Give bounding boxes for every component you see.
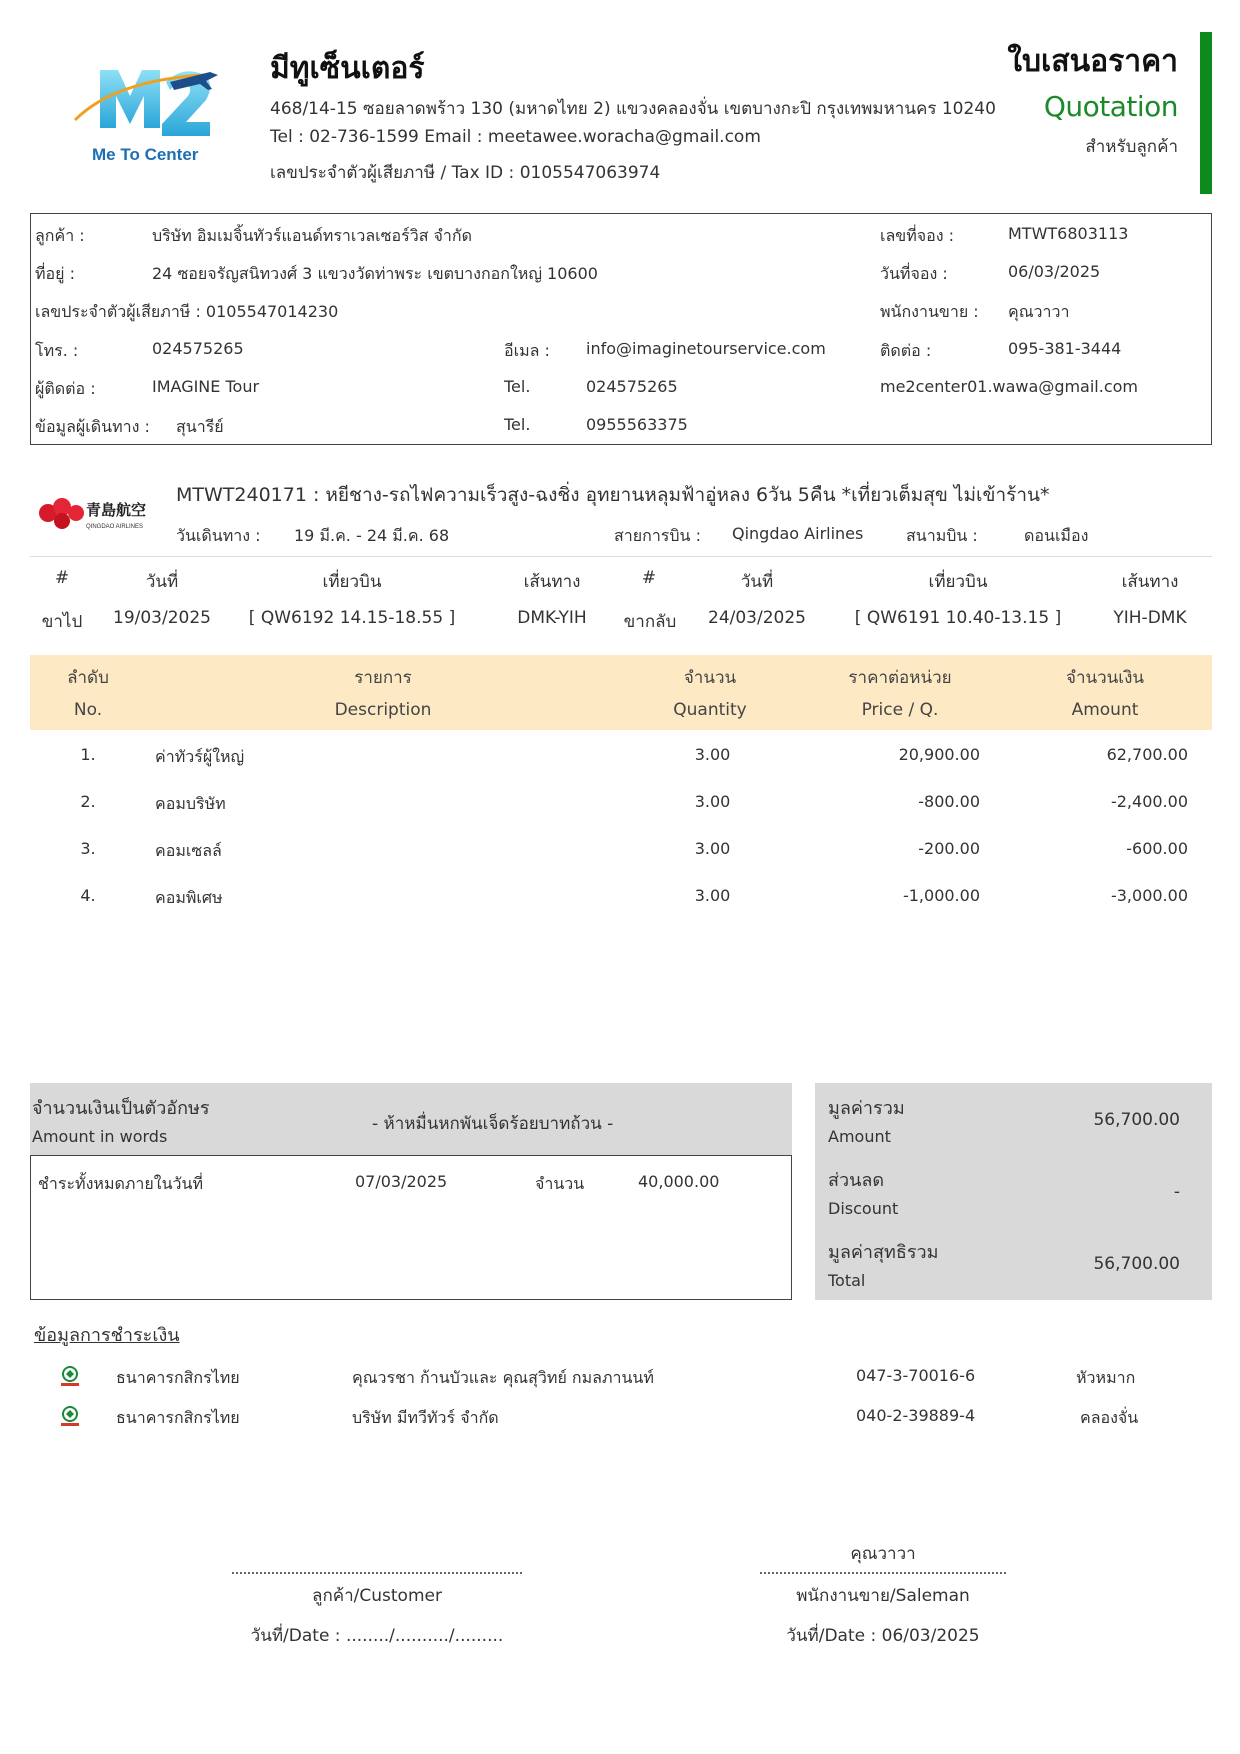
customer-address-label: ที่อยู่ : xyxy=(35,264,76,283)
flight-return-route: YIH-DMK xyxy=(1113,608,1187,628)
traveler-tel: 0955563375 xyxy=(586,415,688,434)
amount-in-words-label-th: จำนวนเงินเป็นตัวอักษร xyxy=(32,1098,210,1119)
booking-no-label: เลขที่จอง : xyxy=(880,226,955,245)
airline-logo xyxy=(36,495,161,533)
item-price: -1,000.00 xyxy=(902,886,980,905)
flight-outbound-route: DMK-YIH xyxy=(517,608,587,628)
item-amount: -3,000.00 xyxy=(1110,886,1188,905)
traveler-label: ข้อมูลผู้เดินทาง : xyxy=(35,417,150,436)
flight-outbound-date: 19/03/2025 xyxy=(113,608,211,628)
svg-text:Me To Center: Me To Center xyxy=(92,145,199,164)
col-qty-th: จำนวน xyxy=(683,668,737,688)
contact-tel-label: Tel. xyxy=(504,377,531,396)
total-value: 56,700.00 xyxy=(1093,1254,1180,1274)
col-no-en: No. xyxy=(73,700,103,720)
item-price: -200.00 xyxy=(918,839,980,858)
item-no: 3. xyxy=(80,839,96,858)
bank-branch: หัวหมาก xyxy=(1076,1368,1136,1387)
flight-outbound-number: [ QW6192 14.15-18.55 ] xyxy=(248,608,456,628)
flight-return-number: [ QW6191 10.40-13.15 ] xyxy=(854,608,1062,628)
airport-label: สนามบิน : xyxy=(906,526,978,545)
item-price: -800.00 xyxy=(918,792,980,811)
col-price-th: ราคาต่อหน่วย xyxy=(848,668,952,688)
traveler-tel-label: Tel. xyxy=(504,415,531,434)
flight-header: วันที่ xyxy=(740,572,774,592)
sales-signature-line xyxy=(760,1572,1006,1574)
sales-signature-date: วันที่/Date : 06/03/2025 xyxy=(786,1626,980,1646)
pay-by-label: ชำระทั้งหมดภายในวันที่ xyxy=(38,1174,203,1193)
item-amount: 62,700.00 xyxy=(1106,745,1188,764)
kasikorn-bank-icon xyxy=(58,1364,82,1388)
divider xyxy=(30,556,1212,557)
customer-name-label: ลูกค้า : xyxy=(35,226,85,245)
col-no-th: ลำดับ xyxy=(67,668,109,688)
contact-tel: 024575265 xyxy=(586,377,678,396)
item-price: 20,900.00 xyxy=(898,745,980,764)
account-name: บริษัท มีทวีทัวร์ จำกัด xyxy=(352,1408,499,1427)
sales-name: คุณวาวา xyxy=(1008,302,1070,321)
flight-header: เที่ยวบิน xyxy=(928,572,988,592)
customer-signature-date: วันที่/Date : ......../........../......... xyxy=(250,1626,504,1646)
item-description: คอมเซลล์ xyxy=(155,841,222,860)
bank-name: ธนาคารกสิกรไทย xyxy=(116,1368,240,1387)
customer-phone: 024575265 xyxy=(152,339,244,358)
sales-signature-label: พนักงานขาย/Saleman xyxy=(796,1586,970,1606)
account-number: 047-3-70016-6 xyxy=(856,1366,976,1385)
company-tax-id: เลขประจำตัวผู้เสียภาษี / Tax ID : 0105547063974 xyxy=(270,163,661,183)
amount-label-en: Amount xyxy=(828,1127,891,1146)
col-desc-th: รายการ xyxy=(354,668,412,688)
document-title: ใบเสนอราคา xyxy=(1007,44,1178,79)
flight-header: วันที่ xyxy=(145,572,179,592)
booking-date: 06/03/2025 xyxy=(1008,262,1101,281)
flight-header: เส้นทาง xyxy=(523,572,581,592)
qingdao-airlines-logo-icon xyxy=(36,495,161,533)
tour-title: MTWT240171 : หยีชาง-รถไฟความเร็วสูง-ฉงชิ่ง อุทยานหลุมฟ้าอู่หลง 6วัน 5คืน *เที่ยวเต็มสุข ไม่เข้าร้าน* xyxy=(176,484,1050,506)
accent-bar xyxy=(1200,32,1212,194)
item-no: 2. xyxy=(80,792,96,811)
booking-date-label: วันที่จอง : xyxy=(880,264,948,283)
sales-signature-name: คุณวาวา xyxy=(850,1544,916,1564)
company-logo xyxy=(70,60,240,170)
airline-label: สายการบิน : xyxy=(614,526,701,545)
booking-no: MTWT6803113 xyxy=(1008,224,1129,243)
total-label-th: มูลค่าสุทธิรวม xyxy=(828,1242,939,1263)
contact-person-label: ผู้ติดต่อ : xyxy=(35,379,96,398)
item-quantity: 3.00 xyxy=(694,839,731,858)
item-quantity: 3.00 xyxy=(694,886,731,905)
customer-phone-label: โทร. : xyxy=(35,341,79,360)
travel-date-label: วันเดินทาง : xyxy=(176,526,261,545)
m2-logo-icon xyxy=(70,60,240,170)
flight-header: # xyxy=(641,568,657,588)
account-number: 040-2-39889-4 xyxy=(856,1406,976,1425)
customer-email-label: อีเมล : xyxy=(504,341,550,360)
svg-text:青島航空: 青島航空 xyxy=(86,501,147,519)
payment-info-title: ข้อมูลการชำระเงิน xyxy=(34,1325,180,1346)
customer-address: 24 ซอยจรัญสนิทวงศ์ 3 แขวงวัดท่าพระ เขตบางกอกใหญ่ 10600 xyxy=(152,264,598,283)
item-description: คอมบริษัท xyxy=(155,794,226,813)
total-label-en: Total xyxy=(828,1271,866,1290)
flight-header: เที่ยวบิน xyxy=(322,572,382,592)
flight-header: เส้นทาง xyxy=(1121,572,1179,592)
item-quantity: 3.00 xyxy=(694,745,731,764)
document-subtitle: Quotation xyxy=(1043,90,1178,123)
amount-in-words-label-en: Amount in words xyxy=(32,1127,168,1146)
amount-value: 56,700.00 xyxy=(1093,1110,1180,1130)
traveler-name: สุนารีย์ xyxy=(176,417,224,436)
company-address: 468/14-15 ซอยลาดพร้าว 130 (มหาดไทย 2) แขวงคลองจั่น เขตบางกะปิ กรุงเทพมหานคร 10240 xyxy=(270,99,996,119)
item-amount: -600.00 xyxy=(1126,839,1188,858)
airport-name: ดอนเมือง xyxy=(1024,526,1089,545)
col-desc-en: Description xyxy=(334,700,432,720)
item-amount: -2,400.00 xyxy=(1110,792,1188,811)
pay-amount-label: จำนวน xyxy=(535,1174,585,1193)
item-quantity: 3.00 xyxy=(694,792,731,811)
account-name: คุณวรชา ก้านบัวและ คุณสุวิทย์ กมลภานนท์ xyxy=(352,1368,654,1387)
svg-text:QINGDAO AIRLINES: QINGDAO AIRLINES xyxy=(86,524,144,530)
airline-name: Qingdao Airlines xyxy=(732,524,864,543)
flight-return-label: ขากลับ xyxy=(623,612,677,632)
item-description: คอมพิเศษ xyxy=(155,888,223,907)
pay-amount: 40,000.00 xyxy=(638,1172,720,1191)
col-qty-en: Quantity xyxy=(673,700,747,720)
travel-date: 19 มี.ค. - 24 มี.ค. 68 xyxy=(294,526,450,545)
customer-signature-label: ลูกค้า/Customer xyxy=(312,1586,442,1606)
amount-label-th: มูลค่ารวม xyxy=(828,1098,905,1119)
col-amount-en: Amount xyxy=(1071,700,1139,720)
customer-name: บริษัท อิมเมจิ้นทัวร์แอนด์ทราเวลเซอร์วิส จำกัด xyxy=(152,226,472,245)
col-price-en: Price / Q. xyxy=(861,700,939,720)
discount-value: - xyxy=(1173,1182,1180,1202)
pay-by-date: 07/03/2025 xyxy=(355,1172,448,1191)
flight-header: # xyxy=(54,568,70,588)
item-description: ค่าทัวร์ผู้ใหญ่ xyxy=(155,747,245,766)
item-no: 4. xyxy=(80,886,96,905)
sales-contact-label: ติดต่อ : xyxy=(880,341,932,360)
contact-person: IMAGINE Tour xyxy=(152,377,260,396)
col-amount-th: จำนวนเงิน xyxy=(1065,668,1145,688)
kasikorn-bank-icon xyxy=(58,1404,82,1428)
amount-in-words: - ห้าหมื่นหกพันเจ็ดร้อยบาทถ้วน - xyxy=(372,1114,614,1134)
discount-label-en: Discount xyxy=(828,1199,899,1218)
company-name: มีทูเซ็นเตอร์ xyxy=(270,51,425,86)
flight-return-date: 24/03/2025 xyxy=(708,608,806,628)
item-no: 1. xyxy=(80,745,96,764)
sales-contact: 095-381-3444 xyxy=(1008,339,1122,358)
customer-signature-line[interactable] xyxy=(232,1572,522,1574)
bank-name: ธนาคารกสิกรไทย xyxy=(116,1408,240,1427)
sales-label: พนักงานขาย : xyxy=(880,302,979,321)
sales-email: me2center01.wawa@gmail.com xyxy=(880,377,1139,396)
company-contact: Tel : 02-736-1599 Email : meetawee.woracha@gmail.com xyxy=(270,127,761,147)
document-copy-label: สำหรับลูกค้า xyxy=(1085,137,1178,157)
bank-branch: คลองจั่น xyxy=(1080,1408,1139,1427)
customer-email: info@imaginetourservice.com xyxy=(586,339,826,358)
discount-label-th: ส่วนลด xyxy=(828,1170,885,1191)
customer-tax-id: เลขประจำตัวผู้เสียภาษี : 0105547014230 xyxy=(35,302,339,321)
flight-outbound-label: ขาไป xyxy=(41,612,83,632)
